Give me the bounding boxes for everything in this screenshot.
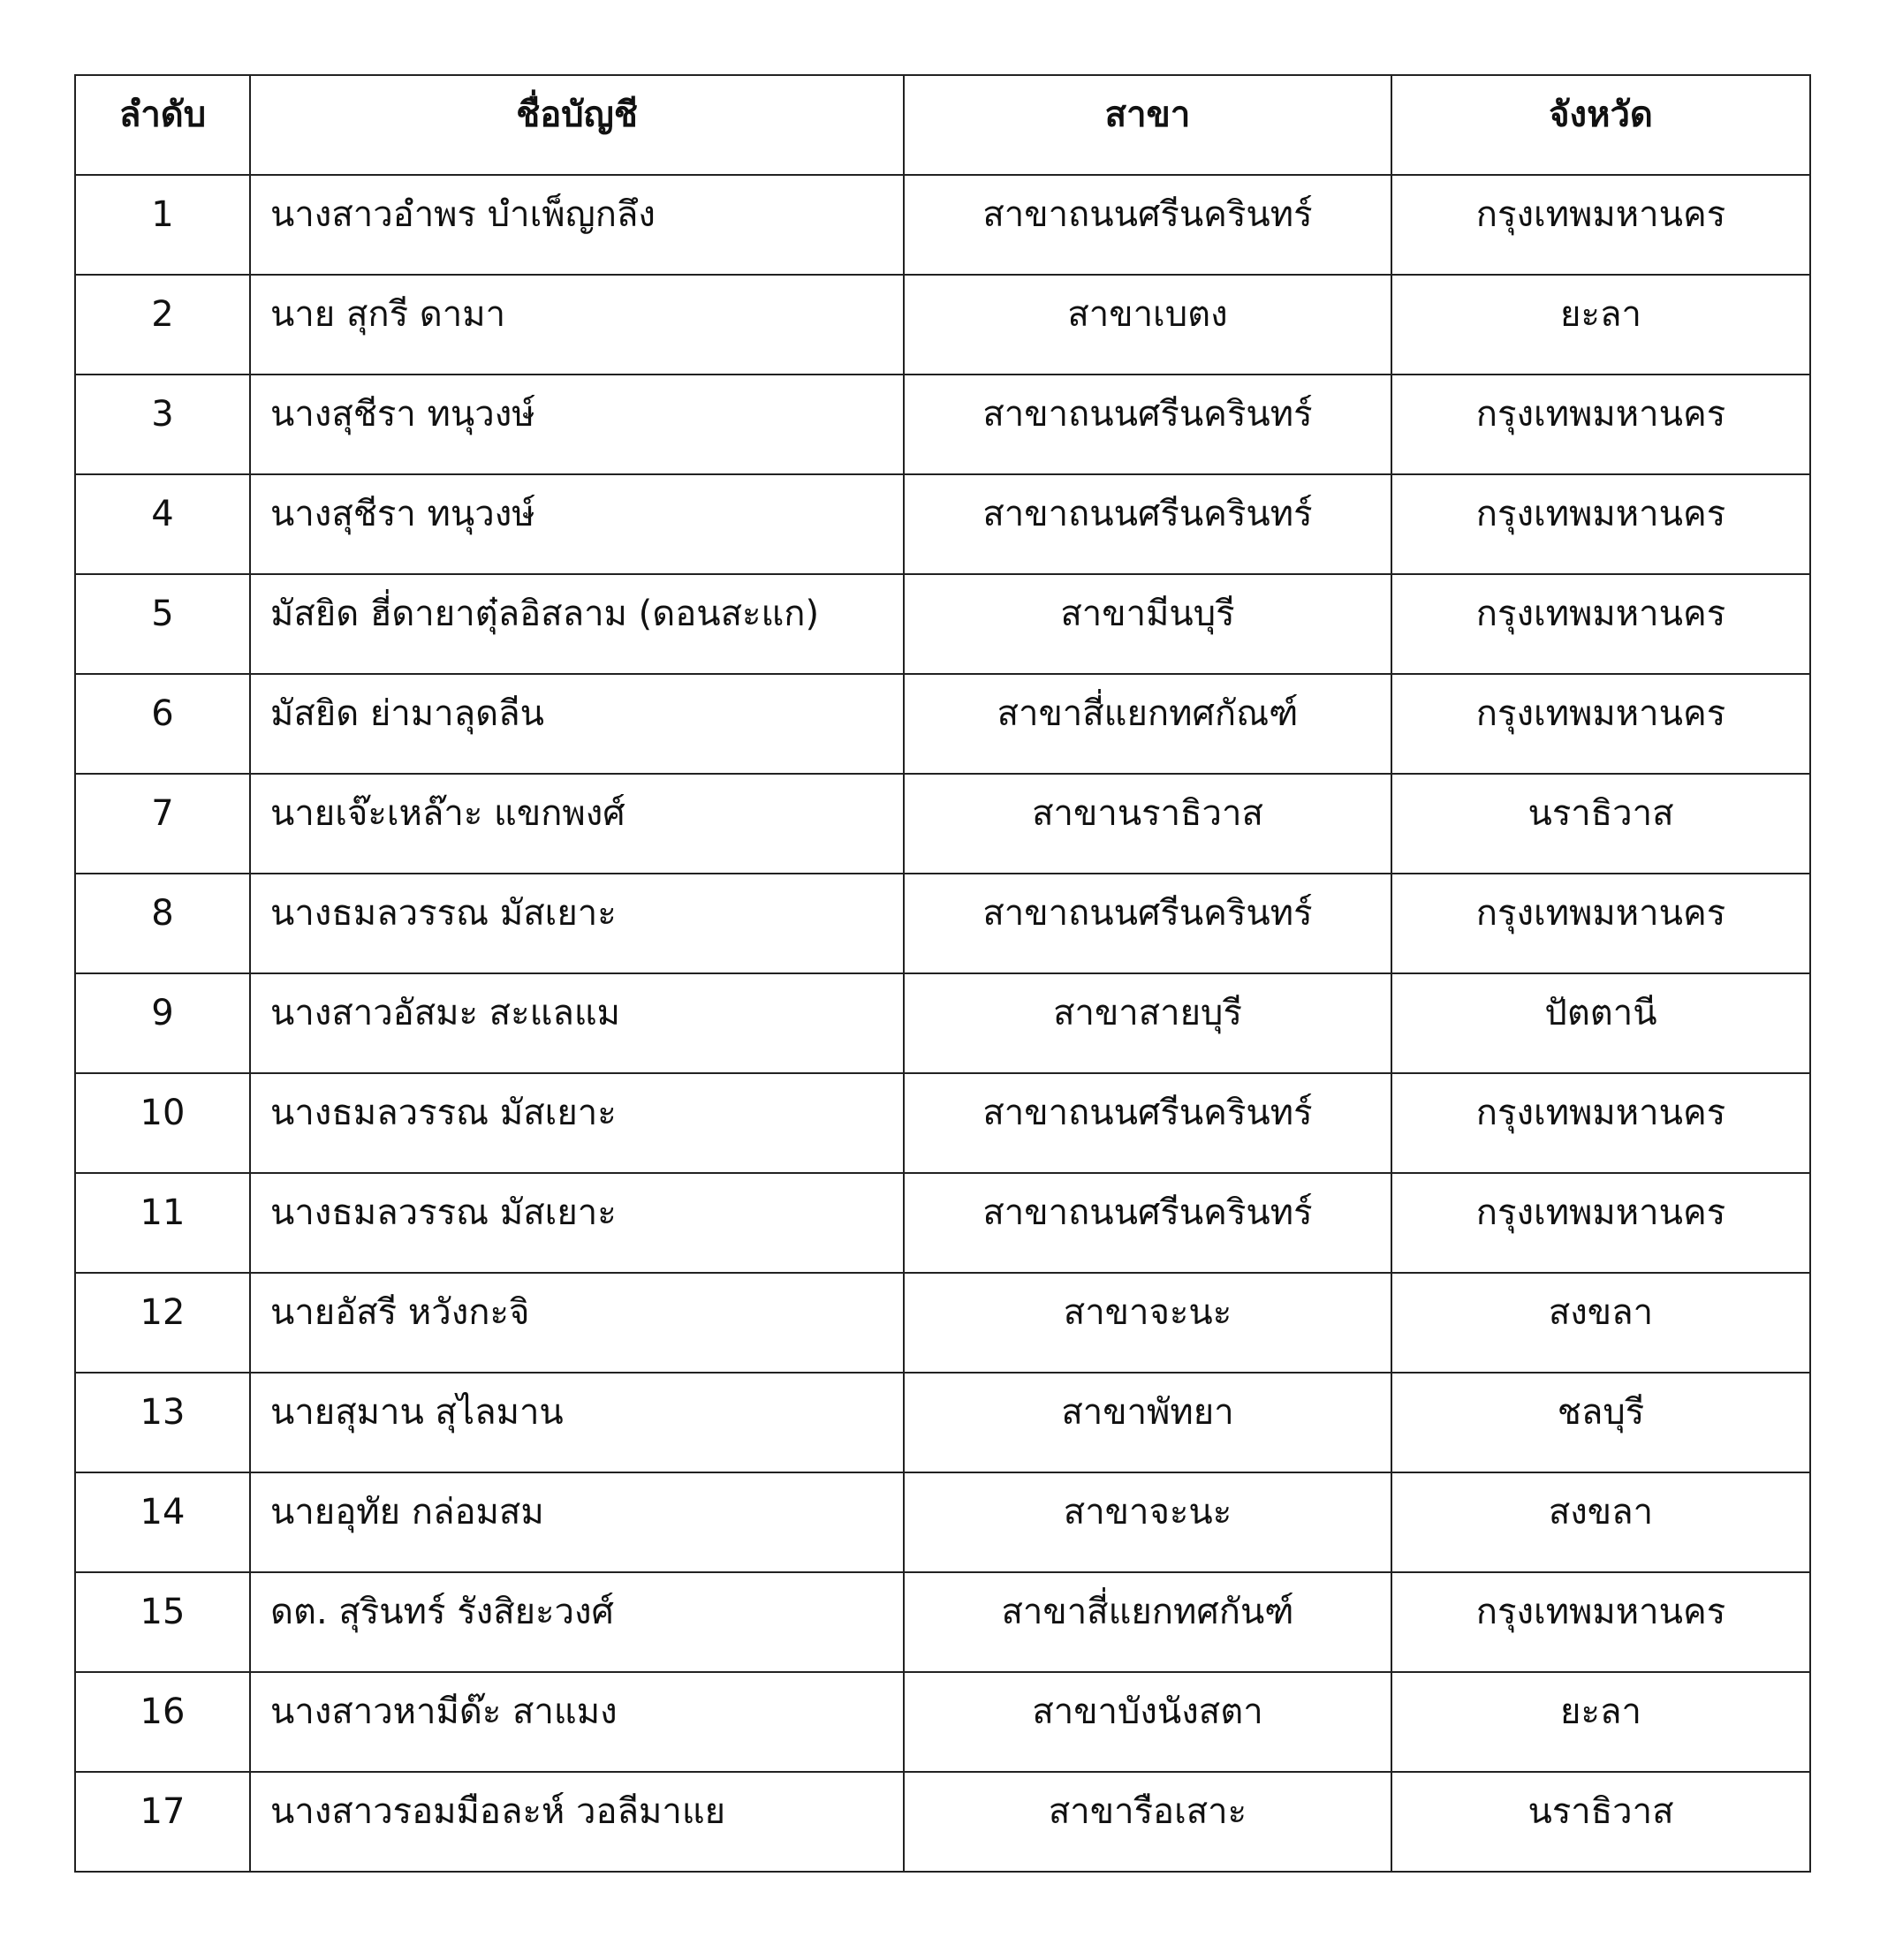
- branch-cell: สาขาเบตง: [904, 275, 1391, 375]
- order-cell: 9: [75, 973, 250, 1073]
- account-name-cell: ดต. สุรินทร์ รังสิยะวงศ์: [250, 1572, 904, 1672]
- branch-cell: สาขาสายบุรี: [904, 973, 1391, 1073]
- table-row: [75, 175, 1810, 275]
- province-cell: กรุงเทพมหานคร: [1391, 874, 1810, 973]
- province-cell: กรุงเทพมหานคร: [1391, 1572, 1810, 1672]
- table-row: [75, 474, 1810, 574]
- header-province: จังหวัด: [1391, 75, 1810, 175]
- table-row: [75, 1173, 1810, 1273]
- order-cell: 12: [75, 1273, 250, 1373]
- account-name-cell: นางสุชีรา ทนุวงษ์: [250, 375, 904, 474]
- table-row: [75, 973, 1810, 1073]
- table-row: [75, 375, 1810, 474]
- account-name-cell: นางธมลวรรณ มัสเยาะ: [250, 1173, 904, 1273]
- branch-cell: สาขานราธิวาส: [904, 774, 1391, 874]
- order-cell: 14: [75, 1472, 250, 1572]
- header-branch: สาขา: [904, 75, 1391, 175]
- account-name-cell: นางสาวหามีด๊ะ สาแมง: [250, 1672, 904, 1772]
- order-cell: 10: [75, 1073, 250, 1173]
- table-body: [75, 175, 1810, 1872]
- account-table: [74, 74, 1811, 1873]
- account-name-cell: นางธมลวรรณ มัสเยาะ: [250, 1073, 904, 1173]
- branch-cell: สาขาถนนศรีนครินทร์: [904, 175, 1391, 275]
- branch-cell: สาขาถนนศรีนครินทร์: [904, 1073, 1391, 1173]
- order-cell: 11: [75, 1173, 250, 1273]
- province-cell: ปัตตานี: [1391, 973, 1810, 1073]
- account-name-cell: นายอุทัย กล่อมสม: [250, 1472, 904, 1572]
- order-cell: 15: [75, 1572, 250, 1672]
- order-cell: 1: [75, 175, 250, 275]
- table-row: [75, 574, 1810, 674]
- branch-cell: สาขาถนนศรีนครินทร์: [904, 874, 1391, 973]
- order-cell: 3: [75, 375, 250, 474]
- table-row: [75, 1073, 1810, 1173]
- header-row: [75, 75, 1810, 175]
- order-cell: 13: [75, 1373, 250, 1472]
- table-row: [75, 1373, 1810, 1472]
- table-row: [75, 1772, 1810, 1872]
- province-cell: กรุงเทพมหานคร: [1391, 574, 1810, 674]
- account-name-cell: นายเจ๊ะเหล๊าะ แขกพงศ์: [250, 774, 904, 874]
- account-name-cell: นายอัสรี หวังกะจิ: [250, 1273, 904, 1373]
- province-cell: กรุงเทพมหานคร: [1391, 1073, 1810, 1173]
- branch-cell: สาขาถนนศรีนครินทร์: [904, 1173, 1391, 1273]
- account-name-cell: นายสุมาน สุไลมาน: [250, 1373, 904, 1472]
- province-cell: กรุงเทพมหานคร: [1391, 474, 1810, 574]
- table-row: [75, 874, 1810, 973]
- account-name-cell: นางธมลวรรณ มัสเยาะ: [250, 874, 904, 973]
- table-row: [75, 1472, 1810, 1572]
- branch-cell: สาขาบังนังสตา: [904, 1672, 1391, 1772]
- province-cell: กรุงเทพมหานคร: [1391, 674, 1810, 774]
- branch-cell: สาขาสี่แยกทศกันฑ์: [904, 1572, 1391, 1672]
- province-cell: ชลบุรี: [1391, 1373, 1810, 1472]
- order-cell: 2: [75, 275, 250, 375]
- branch-cell: สาขาถนนศรีนครินทร์: [904, 474, 1391, 574]
- branch-cell: สาขาสี่แยกทศกัณฑ์: [904, 674, 1391, 774]
- province-cell: นราธิวาส: [1391, 774, 1810, 874]
- account-name-cell: นางสาวอัสมะ สะแลแม: [250, 973, 904, 1073]
- account-name-cell: นางสุชีรา ทนุวงษ์: [250, 474, 904, 574]
- province-cell: สงขลา: [1391, 1273, 1810, 1373]
- table-row: [75, 275, 1810, 375]
- order-cell: 17: [75, 1772, 250, 1872]
- province-cell: ยะลา: [1391, 1672, 1810, 1772]
- order-cell: 5: [75, 574, 250, 674]
- branch-cell: สาขาพัทยา: [904, 1373, 1391, 1472]
- order-cell: 16: [75, 1672, 250, 1772]
- province-cell: สงขลา: [1391, 1472, 1810, 1572]
- header-account-name: ชื่อบัญชี: [250, 75, 904, 175]
- branch-cell: สาขารือเสาะ: [904, 1772, 1391, 1872]
- account-name-cell: มัสยิด ฮี่ดายาตุ๋ลอิสลาม (ดอนสะแก): [250, 574, 904, 674]
- branch-cell: สาขาถนนศรีนครินทร์: [904, 375, 1391, 474]
- province-cell: กรุงเทพมหานคร: [1391, 1173, 1810, 1273]
- table-row: [75, 1273, 1810, 1373]
- branch-cell: สาขาจะนะ: [904, 1472, 1391, 1572]
- table-row: [75, 674, 1810, 774]
- table-header: [75, 75, 1810, 175]
- account-name-cell: นาย สุกรี ดามา: [250, 275, 904, 375]
- province-cell: กรุงเทพมหานคร: [1391, 175, 1810, 275]
- province-cell: กรุงเทพมหานคร: [1391, 375, 1810, 474]
- order-cell: 6: [75, 674, 250, 774]
- branch-cell: สาขาจะนะ: [904, 1273, 1391, 1373]
- account-name-cell: มัสยิด ย่ามาลุดลีน: [250, 674, 904, 774]
- account-name-cell: นางสาวอำพร บำเพ็ญกลึง: [250, 175, 904, 275]
- province-cell: นราธิวาส: [1391, 1772, 1810, 1872]
- order-cell: 4: [75, 474, 250, 574]
- branch-cell: สาขามีนบุรี: [904, 574, 1391, 674]
- header-order: ลำดับ: [75, 75, 250, 175]
- table-row: [75, 1672, 1810, 1772]
- table-row: [75, 1572, 1810, 1672]
- province-cell: ยะลา: [1391, 275, 1810, 375]
- order-cell: 8: [75, 874, 250, 973]
- account-name-cell: นางสาวรอมมือละห์ วอลีมาแย: [250, 1772, 904, 1872]
- table-row: [75, 774, 1810, 874]
- order-cell: 7: [75, 774, 250, 874]
